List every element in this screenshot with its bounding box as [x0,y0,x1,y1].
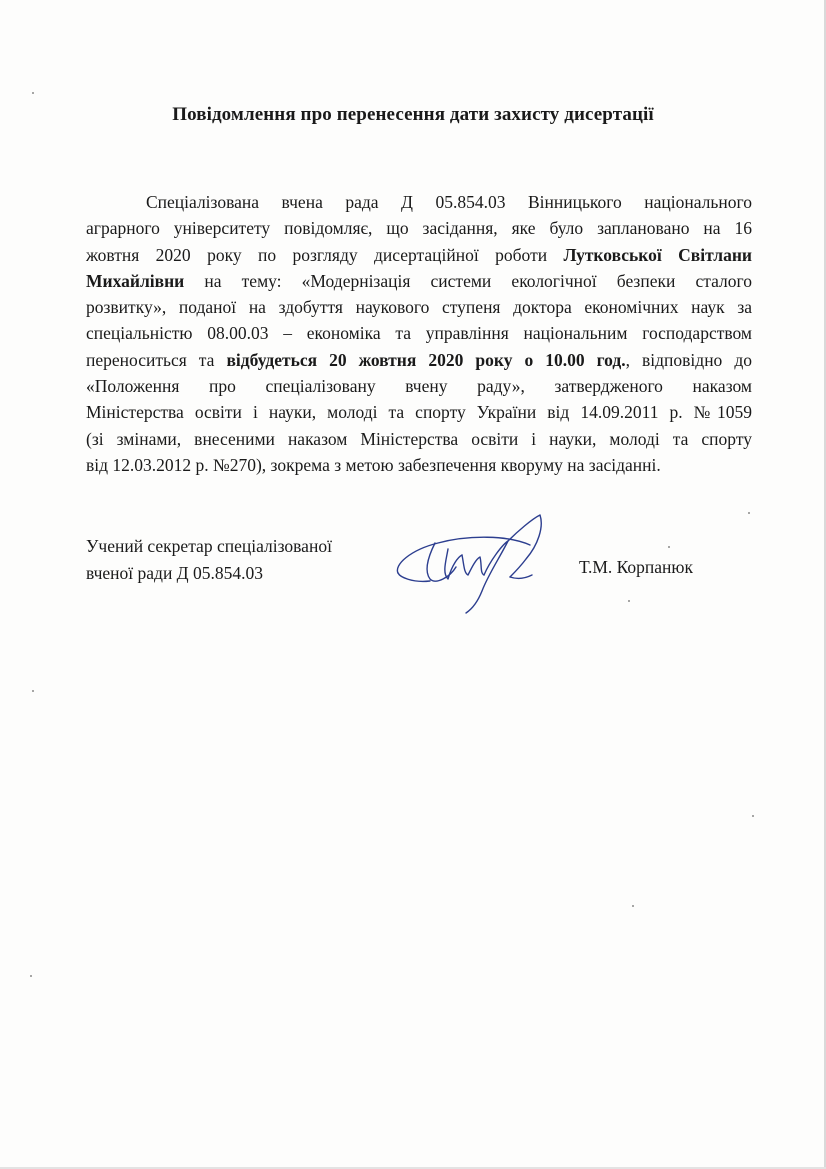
scan-speck [30,975,32,977]
scan-speck [32,92,34,94]
paragraph-text: на тему: «Модернізація системи екологічної безпеки сталого [184,270,752,291]
paragraph-text: , відповідно до [625,349,752,370]
paragraph-line: Міністерства освіти і науки, молоді та спорту України від 14.09.2011 р. №1059 [86,402,752,423]
candidate-name-part1: Лутковської Світлани [563,244,752,265]
paragraph-line: «Положення про спеціалізовану вчену раду», затвердженого наказом [86,376,752,397]
paragraph-line: розвитку», поданої на здобуття наукового ступеня доктора економічних наук за [86,297,752,318]
scan-speck [632,905,634,907]
paragraph-line: від 12.03.2012 р. №270), зокрема з метою забезпечення кворуму на засіданні. [86,454,661,475]
signer-name: Т.М. Корпанюк [579,557,693,577]
paragraph-line: (зі змінами, внесеними наказом Міністерства освіти і науки, молоді та спорту [86,428,752,449]
paragraph-text: переноситься та [86,349,227,370]
document-title: Повідомлення про перенесення дати захисту дисертації [172,104,654,125]
signatory-position-line: вченої ради Д 05.854.03 [86,563,263,583]
handwritten-signature [390,505,565,615]
scan-speck [752,815,754,817]
paragraph-line: Спеціалізована вчена рада Д 05.854.03 Вінницького національного [146,192,752,212]
candidate-name-part2: Михайлівни [86,270,185,291]
paragraph-line: спеціальністю 08.00.03 – економіка та управління національним господарством [86,323,752,344]
scan-speck [32,690,34,692]
scan-speck [668,546,670,548]
scan-speck [748,512,750,514]
scan-speck [628,600,630,602]
paragraph-text: жовтня 2020 року по розгляду дисертаційної роботи [86,244,564,265]
paragraph-line [86,268,752,294]
signatory-position [86,533,332,587]
signatory-position-line: Учений секретар спеціалізованої [86,536,332,556]
paragraph-line [86,347,752,373]
paragraph-line [86,242,752,268]
notice-paragraph [86,189,752,478]
paragraph-line: аграрного університету повідомляє, що засідання, яке було заплановано на 16 [86,218,752,239]
new-defense-date: відбудеться 20 жовтня 2020 року о 10.00 год. [226,349,626,370]
